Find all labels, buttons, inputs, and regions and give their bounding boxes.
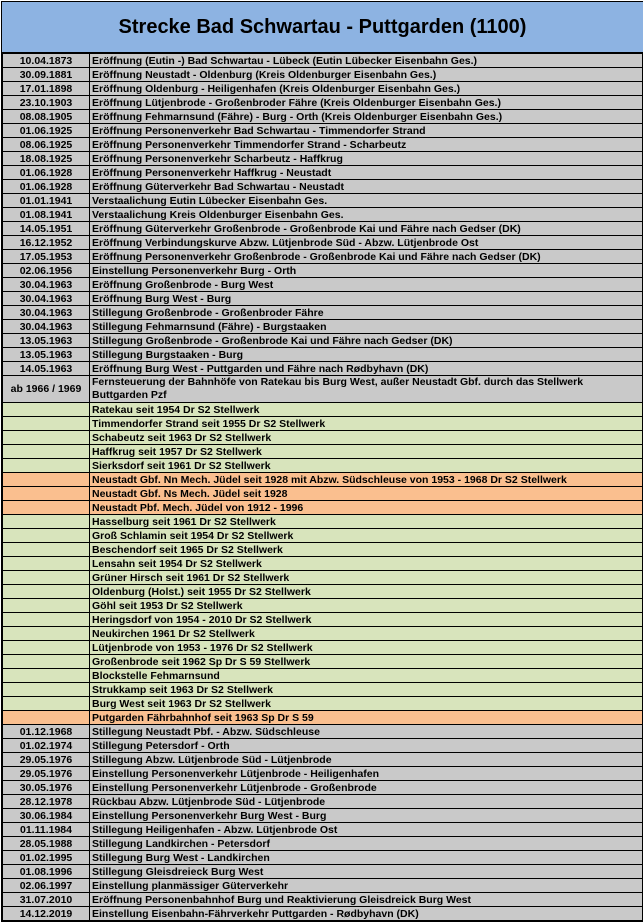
row-date: 30.06.1984: [3, 809, 90, 823]
table-row: [3, 683, 643, 697]
table-row: [3, 473, 643, 487]
table-row: [3, 166, 643, 180]
row-date: [3, 585, 90, 599]
table-row: [3, 54, 643, 68]
row-description: Neukirchen 1961 Dr S2 Stellwerk: [90, 627, 643, 641]
row-description: Eröffnung Burg West - Burg: [90, 292, 643, 306]
table-row: [3, 110, 643, 124]
row-description: Eröffnung Verbindungskurve Abzw. Lütjenbrode Süd - Abzw. Lütjenbrode Ost: [90, 236, 643, 250]
chronology-table: [2, 53, 643, 921]
row-date: 08.08.1905: [3, 110, 90, 124]
row-date: 14.05.1963: [3, 362, 90, 376]
row-description: Stillegung Fehmarnsund (Fähre) - Burgstaaken: [90, 320, 643, 334]
table-row: [3, 124, 643, 138]
table-row: [3, 431, 643, 445]
table-row: [3, 725, 643, 739]
row-date: [3, 613, 90, 627]
row-description: Verstaalichung Eutin Lübecker Eisenbahn Ges.: [90, 194, 643, 208]
row-description: Eröffnung Lütjenbrode - Großenbroder Fähre (Kreis Oldenburger Eisenbahn Ges.): [90, 96, 643, 110]
table-row: [3, 529, 643, 543]
row-description: Neustadt Pbf. Mech. Jüdel von 1912 - 1996: [90, 501, 643, 515]
table-row: [3, 501, 643, 515]
row-description: Blockstelle Fehmarnsund: [90, 669, 643, 683]
row-description: Einstellung Eisenbahn-Fährverkehr Puttgarden - Rødbyhavn (DK): [90, 907, 643, 921]
row-description: Stillegung Petersdorf - Orth: [90, 739, 643, 753]
row-date: [3, 473, 90, 487]
row-description: Eröffnung Fehmarnsund (Fähre) - Burg - Orth (Kreis Oldenburger Eisenbahn Ges.): [90, 110, 643, 124]
table-row: [3, 865, 643, 879]
row-description: Oldenburg (Holst.) seit 1955 Dr S2 Stellwerk: [90, 585, 643, 599]
row-description: Einstellung Personenverkehr Burg - Orth: [90, 264, 643, 278]
row-date: 01.06.1928: [3, 166, 90, 180]
row-description: Putgarden Fährbahnhof seit 1963 Sp Dr S 59: [90, 711, 643, 725]
table-row: [3, 445, 643, 459]
row-date: [3, 501, 90, 515]
row-description: Stillegung Großenbrode - Großenbroder Fähre: [90, 306, 643, 320]
row-date: [3, 669, 90, 683]
table-row: [3, 739, 643, 753]
row-description: Eröffnung Großenbrode - Burg West: [90, 278, 643, 292]
row-description: Stillegung Abzw. Lütjenbrode Süd - Lütjenbrode: [90, 753, 643, 767]
row-date: 01.02.1974: [3, 739, 90, 753]
table-row: [3, 487, 643, 501]
row-date: 30.04.1963: [3, 278, 90, 292]
table-row: [3, 194, 643, 208]
row-date: 13.05.1963: [3, 348, 90, 362]
row-date: 13.05.1963: [3, 334, 90, 348]
sheet-title: Strecke Bad Schwartau - Puttgarden (1100): [2, 2, 643, 53]
row-description: Timmendorfer Strand seit 1955 Dr S2 Stellwerk: [90, 417, 643, 431]
row-description: Stillegung Landkirchen - Petersdorf: [90, 837, 643, 851]
table-row: [3, 334, 643, 348]
table-row: [3, 879, 643, 893]
row-date: 31.07.2010: [3, 893, 90, 907]
table-row: [3, 320, 643, 334]
row-date: [3, 627, 90, 641]
row-description: Göhl seit 1953 Dr S2 Stellwerk: [90, 599, 643, 613]
row-date: 01.12.1968: [3, 725, 90, 739]
row-description: Stillegung Neustadt Pbf. - Abzw. Südschleuse: [90, 725, 643, 739]
table-row: [3, 138, 643, 152]
row-date: 14.12.2019: [3, 907, 90, 921]
row-description: Verstaalichung Kreis Oldenburger Eisenbahn Ges.: [90, 208, 643, 222]
table-row: [3, 781, 643, 795]
table-row: [3, 599, 643, 613]
row-date: 29.05.1976: [3, 767, 90, 781]
row-date: [3, 529, 90, 543]
row-date: 01.08.1941: [3, 208, 90, 222]
row-date: [3, 655, 90, 669]
row-description: Fernsteuerung der Bahnhöfe von Ratekau bis Burg West, außer Neustadt Gbf. durch das Stellwerk Buttgarden Pzf: [90, 376, 643, 403]
row-description: Stillegung Gleisdreieck Burg West: [90, 865, 643, 879]
row-date: 16.12.1952: [3, 236, 90, 250]
row-date: [3, 571, 90, 585]
table-row: [3, 837, 643, 851]
table-row: [3, 585, 643, 599]
table-row: [3, 96, 643, 110]
table-row: [3, 180, 643, 194]
row-date: 17.05.1953: [3, 250, 90, 264]
row-date: [3, 445, 90, 459]
row-date: [3, 697, 90, 711]
row-date: 30.04.1963: [3, 292, 90, 306]
row-description: Eröffnung Güterverkehr Großenbrode - Großenbrode Kai und Fähre nach Gedser (DK): [90, 222, 643, 236]
table-row: [3, 68, 643, 82]
row-description: Eröffnung Personenverkehr Bad Schwartau - Timmendorfer Strand: [90, 124, 643, 138]
row-description: Beschendorf seit 1965 Dr S2 Stellwerk: [90, 543, 643, 557]
row-date: 30.04.1963: [3, 320, 90, 334]
chronology-sheet: [1, 1, 643, 922]
row-date: [3, 431, 90, 445]
row-date: 08.06.1925: [3, 138, 90, 152]
row-description: Rückbau Abzw. Lütjenbrode Süd - Lütjenbrode: [90, 795, 643, 809]
row-date: 29.05.1976: [3, 753, 90, 767]
row-date: [3, 543, 90, 557]
row-description: Eröffnung (Eutin -) Bad Schwartau - Lübeck (Eutin Lübecker Eisenbahn Ges.): [90, 54, 643, 68]
table-row: [3, 809, 643, 823]
table-row: [3, 376, 643, 403]
row-description: Ratekau seit 1954 Dr S2 Stellwerk: [90, 403, 643, 417]
row-description: Großenbrode seit 1962 Sp Dr S 59 Stellwerk: [90, 655, 643, 669]
table-row: [3, 222, 643, 236]
table-row: [3, 82, 643, 96]
table-row: [3, 236, 643, 250]
row-date: 01.11.1984: [3, 823, 90, 837]
row-description: Eröffnung Personenverkehr Großenbrode - Großenbrode Kai und Fähre nach Gedser (DK): [90, 250, 643, 264]
table-row: [3, 292, 643, 306]
row-description: Eröffnung Personenverkehr Scharbeutz - Haffkrug: [90, 152, 643, 166]
row-date: 30.04.1963: [3, 306, 90, 320]
row-description: Lütjenbrode von 1953 - 1976 Dr S2 Stellwerk: [90, 641, 643, 655]
row-date: [3, 683, 90, 697]
row-description: Neustadt Gbf. Ns Mech. Jüdel seit 1928: [90, 487, 643, 501]
chronology-rows: [3, 54, 643, 921]
row-date: 02.06.1956: [3, 264, 90, 278]
table-row: [3, 403, 643, 417]
row-description: Einstellung planmässiger Güterverkehr: [90, 879, 643, 893]
row-date: 17.01.1898: [3, 82, 90, 96]
row-date: 30.05.1976: [3, 781, 90, 795]
table-row: [3, 767, 643, 781]
row-date: ab 1966 / 1969: [3, 376, 90, 403]
row-date: 02.06.1997: [3, 879, 90, 893]
table-row: [3, 907, 643, 921]
row-description: Eröffnung Personenverkehr Haffkrug - Neustadt: [90, 166, 643, 180]
table-row: [3, 613, 643, 627]
row-date: [3, 599, 90, 613]
row-description: Eröffnung Neustadt - Oldenburg (Kreis Oldenburger Eisenbahn Ges.): [90, 68, 643, 82]
table-row: [3, 669, 643, 683]
row-date: 23.10.1903: [3, 96, 90, 110]
table-row: [3, 641, 643, 655]
table-row: [3, 711, 643, 725]
table-row: [3, 753, 643, 767]
row-description: Grüner Hirsch seit 1961 Dr S2 Stellwerk: [90, 571, 643, 585]
row-description: Stillegung Heiligenhafen - Abzw. Lütjenbrode Ost: [90, 823, 643, 837]
table-row: [3, 515, 643, 529]
row-date: [3, 557, 90, 571]
table-row: [3, 152, 643, 166]
row-description: Schabeutz seit 1963 Dr S2 Stellwerk: [90, 431, 643, 445]
table-row: [3, 250, 643, 264]
table-row: [3, 557, 643, 571]
row-description: Stillegung Burgstaaken - Burg: [90, 348, 643, 362]
table-row: [3, 208, 643, 222]
row-date: 01.08.1996: [3, 865, 90, 879]
table-row: [3, 417, 643, 431]
row-date: 01.02.1995: [3, 851, 90, 865]
table-row: [3, 655, 643, 669]
row-description: Eröffnung Güterverkehr Bad Schwartau - Neustadt: [90, 180, 643, 194]
row-description: Stillegung Großenbrode - Großenbrode Kai und Fähre nach Gedser (DK): [90, 334, 643, 348]
row-description: Einstellung Personenverkehr Lütjenbrode - Großenbrode: [90, 781, 643, 795]
row-date: [3, 641, 90, 655]
row-date: 30.09.1881: [3, 68, 90, 82]
row-date: 28.05.1988: [3, 837, 90, 851]
row-description: Eröffnung Personenverkehr Timmendorfer Strand - Scharbeutz: [90, 138, 643, 152]
table-row: [3, 278, 643, 292]
row-date: 28.12.1978: [3, 795, 90, 809]
row-description: Eröffnung Personenbahnhof Burg und Reaktivierung Gleisdreick Burg West: [90, 893, 643, 907]
row-description: Neustadt Gbf. Nn Mech. Jüdel seit 1928 mit Abzw. Südschleuse von 1953 - 1968 Dr S2 Stellwerk: [90, 473, 643, 487]
row-description: Groß Schlamin seit 1954 Dr S2 Stellwerk: [90, 529, 643, 543]
row-date: [3, 417, 90, 431]
table-row: [3, 348, 643, 362]
row-description: Haffkrug seit 1957 Dr S2 Stellwerk: [90, 445, 643, 459]
row-description: Lensahn seit 1954 Dr S2 Stellwerk: [90, 557, 643, 571]
row-date: 01.01.1941: [3, 194, 90, 208]
table-row: [3, 362, 643, 376]
table-row: [3, 851, 643, 865]
row-description: Burg West seit 1963 Dr S2 Stellwerk: [90, 697, 643, 711]
row-date: [3, 515, 90, 529]
table-row: [3, 795, 643, 809]
table-row: [3, 306, 643, 320]
table-row: [3, 697, 643, 711]
row-date: [3, 459, 90, 473]
row-description: Einstellung Personenverkehr Lütjenbrode - Heiligenhafen: [90, 767, 643, 781]
row-description: Strukkamp seit 1963 Dr S2 Stellwerk: [90, 683, 643, 697]
row-description: Stillegung Burg West - Landkirchen: [90, 851, 643, 865]
row-date: 10.04.1873: [3, 54, 90, 68]
row-date: 14.05.1951: [3, 222, 90, 236]
table-row: [3, 823, 643, 837]
row-date: [3, 487, 90, 501]
row-date: 01.06.1928: [3, 180, 90, 194]
row-description: Sierksdorf seit 1961 Dr S2 Stellwerk: [90, 459, 643, 473]
row-description: Eröffnung Oldenburg - Heiligenhafen (Kreis Oldenburger Eisenbahn Ges.): [90, 82, 643, 96]
row-date: [3, 403, 90, 417]
table-row: [3, 459, 643, 473]
row-description: Hasselburg seit 1961 Dr S2 Stellwerk: [90, 515, 643, 529]
row-description: Einstellung Personenverkehr Burg West - Burg: [90, 809, 643, 823]
row-description: Eröffnung Burg West - Puttgarden und Fähre nach Rødbyhavn (DK): [90, 362, 643, 376]
row-date: [3, 711, 90, 725]
table-row: [3, 264, 643, 278]
row-description: Heringsdorf von 1954 - 2010 Dr S2 Stellwerk: [90, 613, 643, 627]
table-row: [3, 627, 643, 641]
row-date: 18.08.1925: [3, 152, 90, 166]
table-row: [3, 571, 643, 585]
row-date: 01.06.1925: [3, 124, 90, 138]
table-row: [3, 893, 643, 907]
table-row: [3, 543, 643, 557]
